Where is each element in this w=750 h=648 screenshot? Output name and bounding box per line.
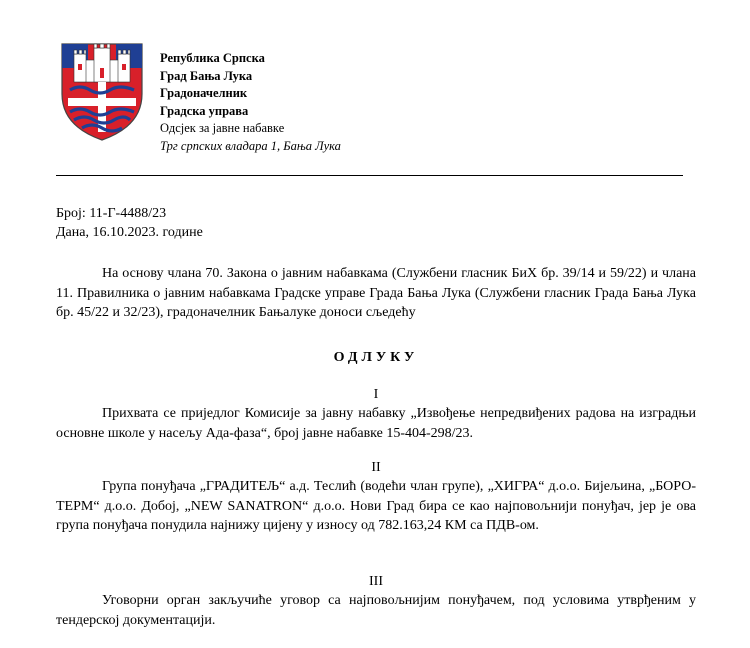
section-2-text: Група понуђача „ГРАДИТЕЉ“ а.д. Теслић (водећи члан групе), „ХИГРА“ д.о.о. Бијељина, „БОРО-ТЕРМ“ д.о.о. Добој, „NEW SANATRON“ д.о.о. Нови Град бира се као најповољнији понуђач, јер је ова група понуђача понудила најнижу цијену у износу од 782.163,24 КМ са ПДВ-ом. <box>56 479 696 533</box>
section-2-number: II <box>371 460 381 475</box>
document-date: Дана, 16.10.2023. године <box>56 225 203 240</box>
section-1-text: Прихвата се приједлог Комисије за јавну набавку „Извођење непредвиђених радова на изградњи основне школе у насељу Ада-фаза“, број јавне набавке 15-404-298/23. <box>56 406 696 441</box>
document-number: Број: 11-Г-4488/23 <box>56 206 167 221</box>
header-divider <box>56 175 683 176</box>
intro-paragraph <box>56 264 696 323</box>
header-address: Трг српских владара 1, Бања Лука <box>160 138 341 153</box>
header-department: Одсјек за јавне набавке <box>160 121 285 135</box>
decision-title: ОДЛУКУ <box>333 350 419 365</box>
section-3-number: III <box>369 574 383 589</box>
header-city: Град Бања Лука <box>160 68 253 83</box>
section-1-paragraph <box>56 404 696 443</box>
document-reference <box>56 204 203 242</box>
header-mayor: Градоначелник <box>160 86 248 100</box>
header-administration: Градска управа <box>160 103 249 118</box>
coat-of-arms-logo <box>58 38 146 142</box>
section-2-paragraph <box>56 477 696 536</box>
section-3-paragraph <box>56 591 696 630</box>
intro-text: На основу члана 70. Закона о јавним набавкама (Службени гласник БиХ бр. 39/14 и 59/22) и члана 11. Правилника о јавним набавкама Градске управе Града Бања Лука (Службени гласник Града Бања Лука бр. 45/22 и 32/23), градоначелник Бањалуке доноси сљедећу <box>56 266 696 320</box>
header-republic: Република Српска <box>160 51 265 65</box>
issuer-header <box>160 50 341 155</box>
section-1-number: I <box>373 387 379 402</box>
section-3-text: Уговорни орган закључиће уговор са најповољнијим понуђачем, под условима утврђеним у тендерској документацији. <box>56 593 696 628</box>
